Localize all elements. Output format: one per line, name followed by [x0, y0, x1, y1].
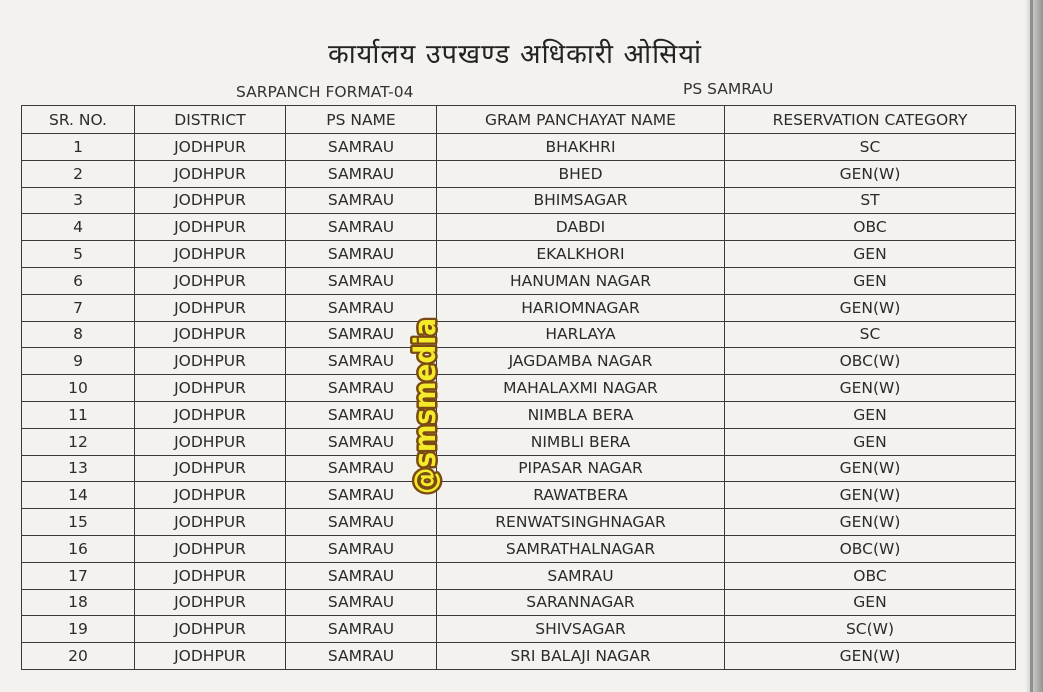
- sr-no-cell: 12: [22, 428, 135, 455]
- district-cell: JODHPUR: [135, 589, 286, 616]
- sr-no-cell: 4: [22, 214, 135, 241]
- ps-label: PS SAMRAU: [683, 80, 774, 98]
- page-edge-shadow: [1025, 0, 1043, 692]
- col-header-ps-name: PS NAME: [286, 106, 437, 134]
- sr-no-cell: 7: [22, 294, 135, 321]
- district-cell: JODHPUR: [135, 401, 286, 428]
- ps-name-cell: SAMRAU: [286, 401, 437, 428]
- table-row: [22, 401, 1016, 428]
- district-cell: JODHPUR: [135, 375, 286, 402]
- table-row: [22, 509, 1016, 536]
- gram-panchayat-cell: NIMBLA BERA: [437, 401, 725, 428]
- ps-name-cell: SAMRAU: [286, 241, 437, 268]
- reservation-cell: GEN: [725, 428, 1016, 455]
- gram-panchayat-cell: HANUMAN NAGAR: [437, 267, 725, 294]
- gram-panchayat-cell: PIPASAR NAGAR: [437, 455, 725, 482]
- table-row: [22, 535, 1016, 562]
- district-cell: JODHPUR: [135, 455, 286, 482]
- gram-panchayat-cell: SAMRAU: [437, 562, 725, 589]
- gram-panchayat-cell: BHED: [437, 160, 725, 187]
- sr-no-cell: 6: [22, 267, 135, 294]
- gram-panchayat-cell: EKALKHORI: [437, 241, 725, 268]
- district-cell: JODHPUR: [135, 267, 286, 294]
- ps-name-cell: SAMRAU: [286, 348, 437, 375]
- sr-no-cell: 5: [22, 241, 135, 268]
- table-row: [22, 589, 1016, 616]
- gram-panchayat-cell: RAWATBERA: [437, 482, 725, 509]
- reservation-cell: OBC: [725, 214, 1016, 241]
- reservation-cell: OBC(W): [725, 535, 1016, 562]
- col-header-gram-panchayat: GRAM PANCHAYAT NAME: [437, 106, 725, 134]
- reservation-cell: GEN(W): [725, 294, 1016, 321]
- table-row: [22, 643, 1016, 670]
- sr-no-cell: 1: [22, 134, 135, 161]
- reservation-cell: OBC(W): [725, 348, 1016, 375]
- table-row: [22, 375, 1016, 402]
- table-row: [22, 294, 1016, 321]
- sr-no-cell: 2: [22, 160, 135, 187]
- district-cell: JODHPUR: [135, 241, 286, 268]
- sr-no-cell: 18: [22, 589, 135, 616]
- district-cell: JODHPUR: [135, 509, 286, 536]
- sr-no-cell: 16: [22, 535, 135, 562]
- table-row: [22, 616, 1016, 643]
- ps-name-cell: SAMRAU: [286, 509, 437, 536]
- gram-panchayat-cell: NIMBLI BERA: [437, 428, 725, 455]
- table-row: [22, 348, 1016, 375]
- table-row: [22, 321, 1016, 348]
- gram-panchayat-cell: SHIVSAGAR: [437, 616, 725, 643]
- reservation-cell: GEN(W): [725, 509, 1016, 536]
- gram-panchayat-cell: HARLAYA: [437, 321, 725, 348]
- col-header-sr-no: SR. NO.: [22, 106, 135, 134]
- ps-name-cell: SAMRAU: [286, 455, 437, 482]
- ps-name-cell: SAMRAU: [286, 589, 437, 616]
- district-cell: JODHPUR: [135, 214, 286, 241]
- sr-no-cell: 15: [22, 509, 135, 536]
- office-title: कार्यालय उपखण्ड अधिकारी ओसियां: [327, 39, 703, 70]
- reservation-cell: GEN: [725, 589, 1016, 616]
- reservation-cell: SC: [725, 321, 1016, 348]
- gram-panchayat-cell: HARIOMNAGAR: [437, 294, 725, 321]
- district-cell: JODHPUR: [135, 321, 286, 348]
- sr-no-cell: 14: [22, 482, 135, 509]
- district-cell: JODHPUR: [135, 348, 286, 375]
- ps-name-cell: SAMRAU: [286, 294, 437, 321]
- gram-panchayat-cell: SRI BALAJI NAGAR: [437, 643, 725, 670]
- reservation-cell: OBC: [725, 562, 1016, 589]
- reservation-cell: GEN(W): [725, 455, 1016, 482]
- ps-name-cell: SAMRAU: [286, 535, 437, 562]
- ps-name-cell: SAMRAU: [286, 267, 437, 294]
- gram-panchayat-cell: RENWATSINGHNAGAR: [437, 509, 725, 536]
- sr-no-cell: 13: [22, 455, 135, 482]
- format-label: SARPANCH FORMAT-04: [236, 83, 414, 101]
- sr-no-cell: 10: [22, 375, 135, 402]
- reservation-cell: GEN(W): [725, 375, 1016, 402]
- reservation-cell: SC(W): [725, 616, 1016, 643]
- sr-no-cell: 3: [22, 187, 135, 214]
- gram-panchayat-cell: SAMRATHALNAGAR: [437, 535, 725, 562]
- ps-name-cell: SAMRAU: [286, 482, 437, 509]
- ps-name-cell: SAMRAU: [286, 616, 437, 643]
- table-row: [22, 455, 1016, 482]
- table-row: [22, 214, 1016, 241]
- ps-name-cell: SAMRAU: [286, 134, 437, 161]
- reservation-cell: GEN(W): [725, 160, 1016, 187]
- table-row: [22, 134, 1016, 161]
- reservation-cell: GEN: [725, 267, 1016, 294]
- sr-no-cell: 20: [22, 643, 135, 670]
- reservation-table: [21, 105, 1016, 670]
- table-body: [22, 134, 1016, 670]
- district-cell: JODHPUR: [135, 616, 286, 643]
- col-header-district: DISTRICT: [135, 106, 286, 134]
- header-row: [22, 106, 1016, 134]
- table-row: [22, 267, 1016, 294]
- district-cell: JODHPUR: [135, 562, 286, 589]
- district-cell: JODHPUR: [135, 643, 286, 670]
- reservation-cell: GEN: [725, 241, 1016, 268]
- gram-panchayat-cell: BHIMSAGAR: [437, 187, 725, 214]
- table-row: [22, 428, 1016, 455]
- reservation-cell: GEN(W): [725, 643, 1016, 670]
- reservation-cell: GEN: [725, 401, 1016, 428]
- ps-name-cell: SAMRAU: [286, 321, 437, 348]
- table-row: [22, 562, 1016, 589]
- table-row: [22, 160, 1016, 187]
- sr-no-cell: 9: [22, 348, 135, 375]
- ps-name-cell: SAMRAU: [286, 187, 437, 214]
- gram-panchayat-cell: DABDI: [437, 214, 725, 241]
- ps-name-cell: SAMRAU: [286, 375, 437, 402]
- table-row: [22, 187, 1016, 214]
- reservation-cell: SC: [725, 134, 1016, 161]
- table-header: [22, 106, 1016, 134]
- ps-name-cell: SAMRAU: [286, 428, 437, 455]
- ps-name-cell: SAMRAU: [286, 160, 437, 187]
- sr-no-cell: 8: [22, 321, 135, 348]
- col-header-reservation: RESERVATION CATEGORY: [725, 106, 1016, 134]
- gram-panchayat-cell: SARANNAGAR: [437, 589, 725, 616]
- district-cell: JODHPUR: [135, 134, 286, 161]
- district-cell: JODHPUR: [135, 160, 286, 187]
- watermark-text: @smsmedia: [408, 300, 442, 494]
- gram-panchayat-cell: JAGDAMBA NAGAR: [437, 348, 725, 375]
- sr-no-cell: 17: [22, 562, 135, 589]
- district-cell: JODHPUR: [135, 187, 286, 214]
- reservation-cell: GEN(W): [725, 482, 1016, 509]
- ps-name-cell: SAMRAU: [286, 562, 437, 589]
- gram-panchayat-cell: BHAKHRI: [437, 134, 725, 161]
- sr-no-cell: 11: [22, 401, 135, 428]
- district-cell: JODHPUR: [135, 482, 286, 509]
- table-row: [22, 482, 1016, 509]
- district-cell: JODHPUR: [135, 294, 286, 321]
- district-cell: JODHPUR: [135, 428, 286, 455]
- sr-no-cell: 19: [22, 616, 135, 643]
- table-row: [22, 241, 1016, 268]
- reservation-cell: ST: [725, 187, 1016, 214]
- ps-name-cell: SAMRAU: [286, 643, 437, 670]
- gram-panchayat-cell: MAHALAXMI NAGAR: [437, 375, 725, 402]
- district-cell: JODHPUR: [135, 535, 286, 562]
- ps-name-cell: SAMRAU: [286, 214, 437, 241]
